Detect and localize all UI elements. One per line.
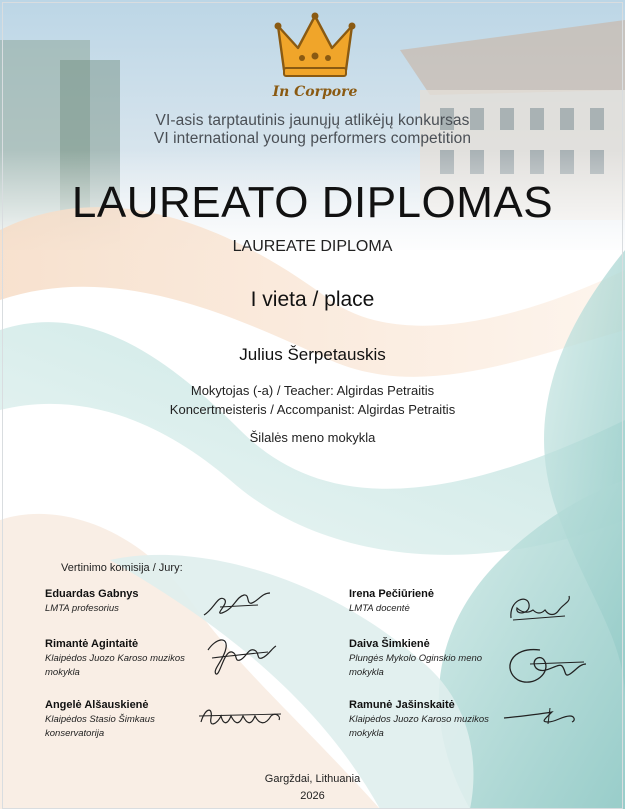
logo-wordmark: In Corpore [272,84,358,100]
jury-member-role: Klaipėdos Stasio Šimkaus konservatorija [45,714,155,739]
jury-heading: Vertinimo komisija / Jury: [61,562,183,574]
jury-member [45,638,195,680]
teacher-line: Mokytojas (-a) / Teacher: Algirdas Petraitis [190,383,435,398]
jury-member-role: Klaipėdos Juozo Karoso muzikos mokykla [349,714,489,739]
jury-member [349,588,524,616]
jury-member-name: Irena Pečiūrienė [349,588,434,600]
jury-member-role: Plungės Mykolo Oginskio meno mokykla [349,653,483,678]
signature-image [500,640,590,688]
jury-member-role: LMTA docentė [349,603,410,614]
jury-member-role: Klaipėdos Juozo Karoso muzikos mokykla [45,653,185,678]
accompanist-line: Koncertmeisteris / Accompanist: Algirdas Petraitis [169,402,456,417]
jury-member [45,699,195,741]
year: 2026 [300,790,325,802]
signature-image [505,590,575,626]
diploma-title: LAUREATO DIPLOMAS [71,178,554,227]
jury-member-name: Daiva Šimkienė [349,638,430,650]
jury-member-name: Ramunė Jašinskaitė [349,699,455,711]
jury-member-name: Angelė Alšauskienė [45,699,149,711]
signature-image [500,702,580,726]
jury-member-role: LMTA profesorius [45,603,119,614]
location: Gargždai, Lithuania [264,773,361,785]
diploma-title-en: LAUREATE DIPLOMA [232,238,393,255]
competition-title-lt: VI-asis tarptautinis jaunųjų atlikėjų konkursas [155,112,470,129]
competition-title-en: VI international young performers competition [153,130,472,147]
school-name: Šilalės meno mokykla [249,430,376,445]
jury-member-name: Eduardas Gabnys [45,588,139,600]
jury-member-name: Rimantė Agintaitė [45,638,139,650]
signature-image [195,702,285,732]
signature-image [198,630,278,678]
award-place: I vieta / place [250,288,375,311]
signature-image [200,585,275,623]
jury-member [349,699,489,741]
jury-member [349,638,489,680]
crown-logo [270,12,360,104]
laureate-name: Julius Šerpetauskis [239,345,386,364]
jury-member [45,588,220,616]
